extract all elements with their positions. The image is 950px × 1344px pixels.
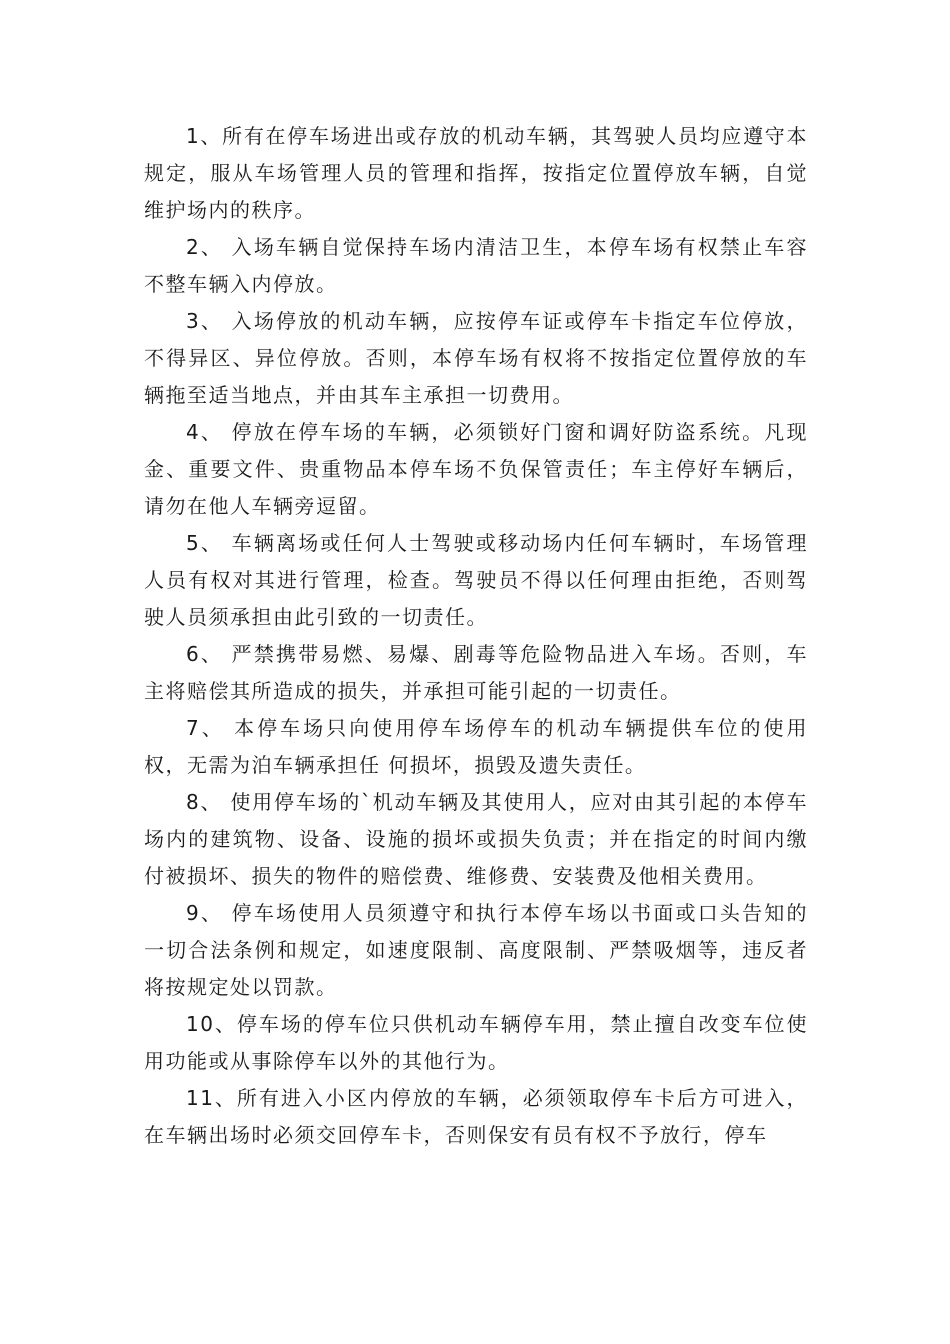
rule-paragraph-6: 6、 严禁携带易燃、易爆、剧毒等危险物品进入车场。否则，车主将赔偿其所造成的损失，并承担可能引起的一切责任。 bbox=[144, 642, 808, 703]
rule-paragraph-8: 8、 使用停车场的`机动车辆及其使用人，应对由其引起的本停车场内的建筑物、设备、设施的损坏或损失负责；并在指定的时间内缴付被损坏、损失的物件的赔偿费、维修费、安装费及他相关费用。 bbox=[144, 790, 808, 888]
document-body bbox=[144, 118, 808, 1154]
rule-paragraph-10: 10、停车场的停车位只供机动车辆停车用，禁止擅自改变车位使用功能或从事除停车以外的其他行为。 bbox=[144, 1012, 808, 1073]
rule-paragraph-5: 5、 车辆离场或任何人士驾驶或移动场内任何车辆时，车场管理人员有权对其进行管理，检查。驾驶员不得以任何理由拒绝，否则驾驶人员须承担由此引致的一切责任。 bbox=[144, 531, 808, 629]
rule-paragraph-7: 7、 本停车场只向使用停车场停车的机动车辆提供车位的使用权，无需为泊车辆承担任 何损坏，损毁及遗失责任。 bbox=[144, 716, 808, 777]
rule-paragraph-11: 11、所有进入小区内停放的车辆，必须领取停车卡后方可进入，在车辆出场时必须交回停车卡，否则保安有员有权不予放行，停车 bbox=[144, 1086, 808, 1147]
rule-paragraph-9: 9、 停车场使用人员须遵守和执行本停车场以书面或口头告知的一切合法条例和规定，如速度限制、高度限制、严禁吸烟等，违反者将按规定处以罚款。 bbox=[144, 901, 808, 999]
rule-paragraph-2: 2、 入场车辆自觉保持车场内清洁卫生，本停车场有权禁止车容不整车辆入内停放。 bbox=[144, 235, 808, 296]
rule-paragraph-4: 4、 停放在停车场的车辆，必须锁好门窗和调好防盗系统。凡现金、重要文件、贵重物品本停车场不负保管责任；车主停好车辆后，请勿在他人车辆旁逗留。 bbox=[144, 420, 808, 518]
rule-paragraph-3: 3、 入场停放的机动车辆，应按停车证或停车卡指定车位停放，不得异区、异位停放。否则，本停车场有权将不按指定位置停放的车辆拖至适当地点，并由其车主承担一切费用。 bbox=[144, 309, 808, 407]
rule-paragraph-1: 1、所有在停车场进出或存放的机动车辆，其驾驶人员均应遵守本规定，服从车场管理人员的管理和指挥，按指定位置停放车辆，自觉维护场内的秩序。 bbox=[144, 124, 808, 222]
